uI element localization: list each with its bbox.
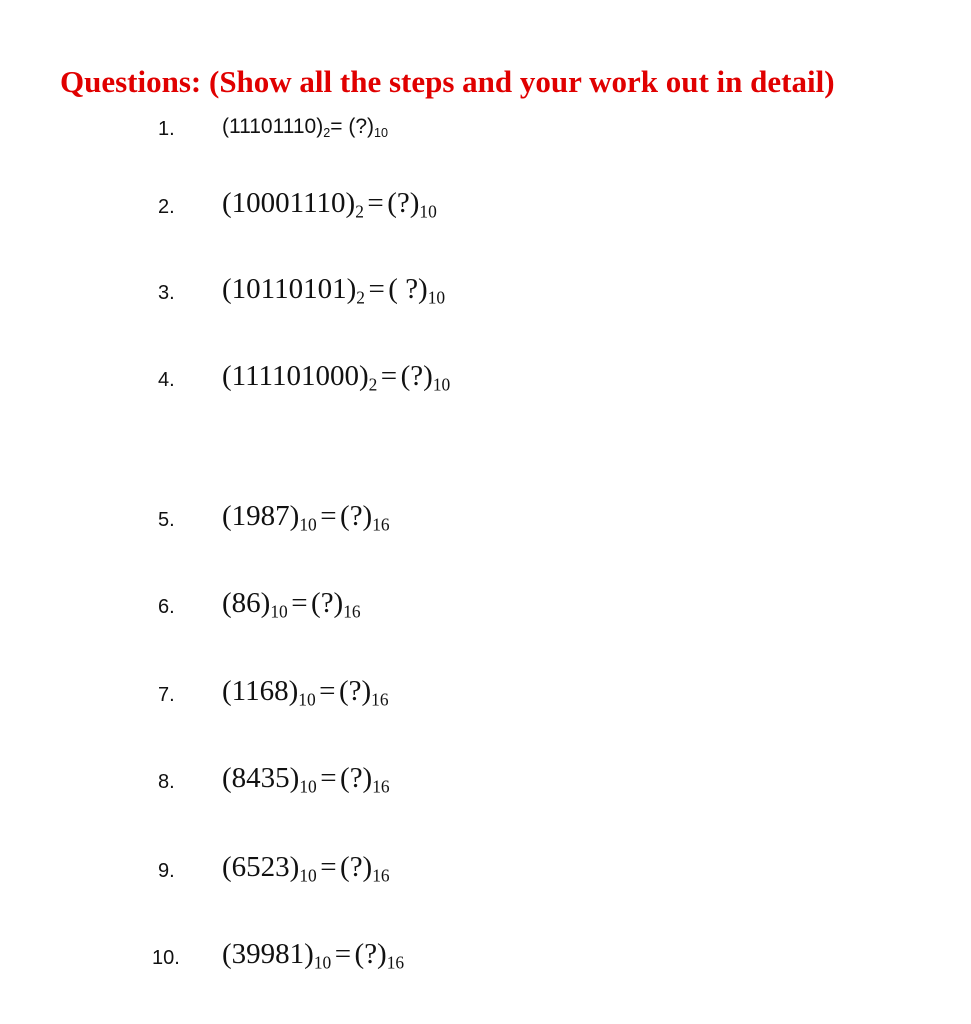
from-base: 10 <box>298 689 316 710</box>
question-number: 6. <box>158 596 175 618</box>
to-base: 10 <box>374 126 389 141</box>
equals-sign: = <box>334 938 352 970</box>
binary-value: 11101110 <box>229 115 317 138</box>
from-base: 2 <box>323 126 331 141</box>
answer-placeholder: ( ?) <box>388 273 428 305</box>
decimal-value: 1987 <box>231 500 290 532</box>
answer-placeholder: (?) <box>340 762 373 794</box>
binary-value: 111101000 <box>231 360 359 392</box>
question-6 <box>0 585 971 635</box>
question-number: 4. <box>158 369 175 391</box>
equals-sign: = <box>320 851 337 883</box>
answer-placeholder: (?) <box>387 187 420 219</box>
to-base: 16 <box>386 952 405 973</box>
question-expression: $(39981)_{10}$ = $(?)_{16}$ <box>222 938 405 973</box>
from-base: 10 <box>313 952 332 973</box>
question-number: 5. <box>158 509 175 531</box>
from-base: 10 <box>299 865 317 886</box>
question-2 <box>0 185 971 235</box>
equals-sign: = <box>368 273 385 305</box>
equals-sign: = <box>367 187 384 219</box>
to-base: 16 <box>372 865 390 886</box>
equals-sign: = <box>320 762 337 794</box>
question-expression: $(11101110)_2=$ $(?)_{10}$ <box>222 115 389 141</box>
to-base: 16 <box>371 689 389 710</box>
from-base: 2 <box>356 287 365 308</box>
question-expression: $(111101000)_2$ = $(?)_{10}$ <box>222 360 451 395</box>
answer-placeholder: (?) <box>340 500 373 532</box>
from-base: 10 <box>270 601 288 622</box>
to-base: 16 <box>343 601 361 622</box>
decimal-value: 86 <box>231 587 261 619</box>
question-number: 10. <box>152 947 180 969</box>
decimal-value: 1168 <box>231 675 289 707</box>
question-number: 3. <box>158 282 175 304</box>
answer-placeholder: (?) <box>311 587 344 619</box>
question-number: 2. <box>158 196 175 218</box>
question-expression: $(8435)_{10}$ = $(?)_{16}$ <box>222 762 390 797</box>
question-8 <box>0 760 971 810</box>
decimal-value: 8435 <box>231 762 290 794</box>
from-base: 2 <box>355 201 364 222</box>
question-expression: $(10001110)_2$ = $(?)_{10}$ <box>222 187 437 222</box>
question-expression: $(10110101)_2$ = ( $?)_{10}$ <box>222 273 446 308</box>
decimal-value: 39981 <box>231 938 305 970</box>
to-base: 16 <box>372 776 390 797</box>
question-number: 7. <box>158 684 175 706</box>
question-number: 9. <box>158 860 175 882</box>
to-base: 10 <box>432 374 451 395</box>
question-number: 1. <box>158 118 175 140</box>
binary-value: 10001110 <box>231 187 346 219</box>
question-1 <box>0 108 971 158</box>
binary-value: 10110101 <box>231 273 347 305</box>
from-base: 10 <box>299 514 317 535</box>
question-5 <box>0 498 971 548</box>
to-base: 10 <box>427 287 446 308</box>
question-3 <box>0 271 971 321</box>
to-base: 16 <box>372 514 390 535</box>
question-7 <box>0 673 971 723</box>
equals-sign: = <box>320 500 337 532</box>
question-expression: $(6523)_{10}$ = $(?)_{16}$ <box>222 851 390 886</box>
answer-placeholder: (?) <box>354 938 387 970</box>
question-expression: $(86)_{10}$ = $(?)_{16}$ <box>222 587 361 622</box>
to-base: 10 <box>419 201 437 222</box>
answer-placeholder: (?) <box>338 675 372 707</box>
decimal-value: 6523 <box>231 851 290 883</box>
equals-sign: = <box>330 115 343 138</box>
question-4 <box>0 358 971 408</box>
from-base: 2 <box>368 374 378 395</box>
equals-sign: = <box>319 675 336 707</box>
answer-placeholder: (?) <box>348 115 374 138</box>
answer-placeholder: (?) <box>340 851 373 883</box>
question-expression: $(1168)_{10}$ = $(?)_{16}$ <box>222 675 389 710</box>
from-base: 10 <box>299 776 317 797</box>
answer-placeholder: (?) <box>400 360 433 392</box>
equals-sign: = <box>291 587 308 619</box>
question-expression: $(1987)_{10}$ = $(?)_{16}$ <box>222 500 390 535</box>
question-number: 8. <box>158 771 175 793</box>
questions-heading: Questions: (Show all the steps and your work out in detail) <box>60 64 835 99</box>
equals-sign: = <box>380 360 398 392</box>
question-10 <box>0 936 971 986</box>
question-9 <box>0 849 971 899</box>
